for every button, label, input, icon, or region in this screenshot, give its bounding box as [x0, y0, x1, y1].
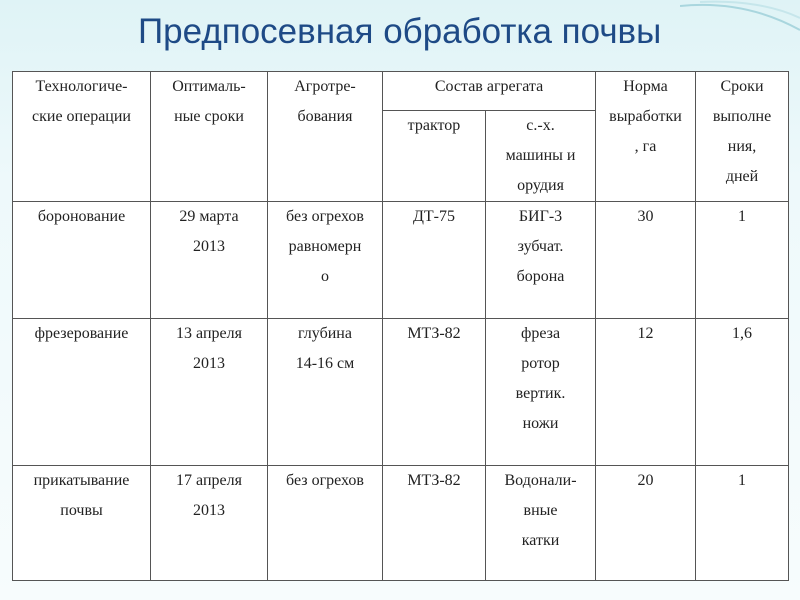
data-table	[12, 71, 789, 581]
header-terms-line: Оптималь-	[172, 78, 246, 95]
header-requirements-line: Агротре-	[294, 78, 356, 95]
header-duration-line: ния,	[727, 138, 757, 155]
cell-line: зубчат.	[517, 238, 564, 255]
header-row	[13, 72, 789, 111]
cell-line: прикатывание	[33, 471, 130, 489]
table-container	[12, 71, 788, 581]
cell-line: без огрехов	[286, 471, 364, 489]
cell-norm	[596, 319, 696, 466]
cell-tractor	[383, 202, 486, 319]
cell-line: глубина	[298, 325, 352, 343]
header-unit-text: Состав агрегата	[434, 78, 544, 95]
cell-machines	[486, 465, 596, 580]
cell-line: БИГ-3	[518, 208, 563, 225]
cell-line: 29 марта	[179, 208, 239, 225]
cell-line: 1,6	[732, 325, 753, 343]
header-operations	[13, 72, 151, 202]
header-duration-line: Сроки	[720, 78, 764, 95]
cell-line: МТЗ-82	[407, 471, 461, 489]
cell-tractor	[383, 465, 486, 580]
cell-operation	[13, 202, 151, 319]
cell-line: МТЗ-82	[407, 325, 461, 343]
cell-line: Водонали-	[504, 471, 577, 489]
header-terms	[151, 72, 268, 202]
header-machines-line: машины и	[505, 147, 576, 164]
cell-duration	[696, 465, 789, 580]
cell-terms	[151, 465, 268, 580]
table-row	[13, 465, 789, 580]
header-unit	[383, 72, 596, 111]
cell-line: почвы	[60, 501, 103, 519]
cell-operation	[13, 319, 151, 466]
slide-title: Предпосевная обработка почвы	[138, 12, 662, 51]
cell-requirements	[268, 202, 383, 319]
cell-line: о	[321, 268, 329, 285]
header-machines	[486, 111, 596, 202]
header-norm-line: Норма	[623, 78, 668, 95]
cell-norm	[596, 202, 696, 319]
header-duration-line: выполне	[712, 108, 772, 125]
header-requirements-line: бования	[297, 108, 353, 125]
cell-line: 2013	[193, 501, 225, 519]
cell-line: вные	[523, 501, 558, 519]
cell-machines	[486, 319, 596, 466]
cell-line: 14-16 см	[295, 355, 355, 373]
header-tractor	[383, 111, 486, 202]
header-tractor-text: трактор	[407, 117, 461, 134]
cell-line: ДТ-75	[412, 208, 455, 225]
cell-line: 17 апреля	[176, 471, 242, 489]
cell-line: ротор	[521, 355, 560, 373]
cell-line: катки	[521, 531, 560, 549]
cell-line: борона	[516, 268, 565, 285]
header-norm-line: , га	[634, 138, 657, 155]
header-norm-line: выработки	[609, 108, 682, 125]
cell-line: боронование	[37, 208, 126, 225]
cell-line: 12	[637, 325, 654, 343]
cell-duration	[696, 202, 789, 319]
cell-operation	[13, 465, 151, 580]
decorative-curve	[680, 0, 800, 40]
cell-requirements	[268, 319, 383, 466]
cell-duration	[696, 319, 789, 466]
cell-line: 1	[738, 471, 747, 489]
table-row	[13, 319, 789, 466]
cell-line: 2013	[193, 238, 225, 255]
cell-tractor	[383, 319, 486, 466]
header-terms-line: ные сроки	[174, 108, 244, 125]
cell-terms	[151, 319, 268, 466]
header-operations-line: ские операции	[32, 108, 131, 125]
cell-line: ножи	[522, 415, 559, 433]
header-machines-line: орудия	[517, 177, 564, 194]
cell-requirements	[268, 465, 383, 580]
cell-line: 1	[738, 208, 747, 225]
cell-line: вертик.	[515, 385, 566, 403]
header-duration	[696, 72, 789, 202]
cell-line: 30	[637, 208, 654, 225]
cell-line: фреза	[520, 325, 561, 343]
cell-line: 2013	[193, 355, 225, 373]
header-operations-line: Технологиче-	[35, 78, 128, 95]
header-norm	[596, 72, 696, 202]
cell-line: фрезерование	[34, 325, 129, 343]
cell-machines	[486, 202, 596, 319]
cell-terms	[151, 202, 268, 319]
header-duration-line: дней	[725, 168, 759, 185]
cell-line: без огрехов	[286, 208, 364, 225]
table-row	[13, 202, 789, 319]
header-requirements	[268, 72, 383, 202]
cell-line: 13 апреля	[176, 325, 242, 343]
header-machines-line: с.-х.	[526, 117, 555, 134]
cell-line: 20	[637, 471, 654, 489]
cell-norm	[596, 465, 696, 580]
cell-line: равномерн	[288, 238, 362, 255]
